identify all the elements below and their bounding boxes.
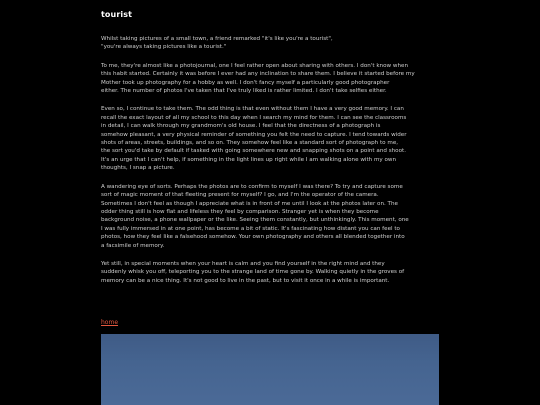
paragraph-line: a facsimile of memory. bbox=[101, 242, 165, 249]
paragraph-5 bbox=[101, 260, 441, 285]
paragraph-3 bbox=[101, 105, 441, 172]
home-link[interactable]: home bbox=[101, 319, 119, 327]
paragraph-line: To me, they're almost like a photojournal, one I feel rather open about sharing with others. I don't know when bbox=[101, 62, 408, 69]
paragraph-1 bbox=[101, 35, 441, 52]
paragraph-line: Even so, I continue to take them. The odd thing is that even without them I have a very good memory. I can bbox=[101, 106, 404, 113]
paragraph-line: shots of areas, streets, buildings, and so on. They somehow feel like a standard sort of photograph to me, bbox=[101, 140, 399, 147]
paragraph-line: memory can be a nice thing. It's not good to live in the past, but to visit it once in a while is important. bbox=[101, 277, 390, 284]
paragraph-line: somehow pleasant, a very physical reminder of something you felt the need to capture. I tend towards wider bbox=[101, 131, 407, 138]
page-title: tourist bbox=[101, 10, 132, 19]
spacer bbox=[101, 295, 441, 309]
paragraph-line: It's an urge that I can't help, if something in the light lines up right while I am walking alone with my own bbox=[101, 156, 397, 163]
paragraph-line: background noise, a phone wallpaper or the like. Seeing them constantly, but unthinkingly. This moment, one bbox=[101, 217, 409, 224]
paragraph-line: Whilst taking pictures of a small town, a friend remarked "it's like you're a tourist", bbox=[101, 36, 333, 42]
paragraph-line: either. The number of photos I've taken that I've truly liked is rather limited. I don't take selfies either. bbox=[101, 88, 387, 95]
paragraph-line: recall the exact layout of all my school to this day when I search my mind for them. I can see the classrooms bbox=[101, 114, 407, 121]
paragraph-line: in detail, I can walk through my grandmom's old house. I feel that the directness of a photograph is bbox=[101, 123, 381, 130]
paragraph-line: sort of magic moment of that fleeting present for myself? I go, and I'm the operator of the camera. bbox=[101, 192, 379, 199]
town-photo bbox=[101, 334, 439, 405]
paragraph-line: Sometimes I don't feel as though I appreciate what is in front of me until I look at the photos later on. The bbox=[101, 200, 398, 207]
paragraph-line: odder thing still is how flat and lifeless they feel by comparison. Stranger yet is when they become bbox=[101, 208, 379, 215]
paragraph-line: thoughts, I snap a picture. bbox=[101, 165, 175, 172]
article bbox=[101, 10, 441, 328]
paragraph-line: A wandering eye of sorts. Perhaps the photos are to confirm to myself I was there? To try and capture some bbox=[101, 183, 403, 190]
paragraph-line: this habit started. Certainly it was before I ever had any inclination to share them. I believe it started before my bbox=[101, 71, 415, 78]
paragraph-2 bbox=[101, 62, 441, 96]
paragraph-4 bbox=[101, 183, 441, 250]
paragraph-line: suddenly whisk you off, teleporting you to the strange land of time gone by. Walking quietly in the groves of bbox=[101, 269, 405, 276]
paragraph-line: photos, how they feel like a falsehood somehow. Your own photography and others all blended together into bbox=[101, 234, 405, 241]
paragraph-line: Mother took up photography for a hobby as well. I don't fancy myself a particularly good photographer bbox=[101, 79, 390, 86]
paragraph-line: the sort you'd take by default if tasked with going somewhere new and snapping shots on a point and shoot. bbox=[101, 148, 406, 155]
paragraph-line: I was fully immersed in at one point, has become a bit of static. It's fascinating how distant you can feel to bbox=[101, 225, 400, 232]
paragraph-line: Yet still, in special moments when your heart is calm and you find yourself in the right mind and they bbox=[101, 260, 385, 267]
paragraph-line: "you're always taking pictures like a tourist." bbox=[101, 44, 227, 51]
